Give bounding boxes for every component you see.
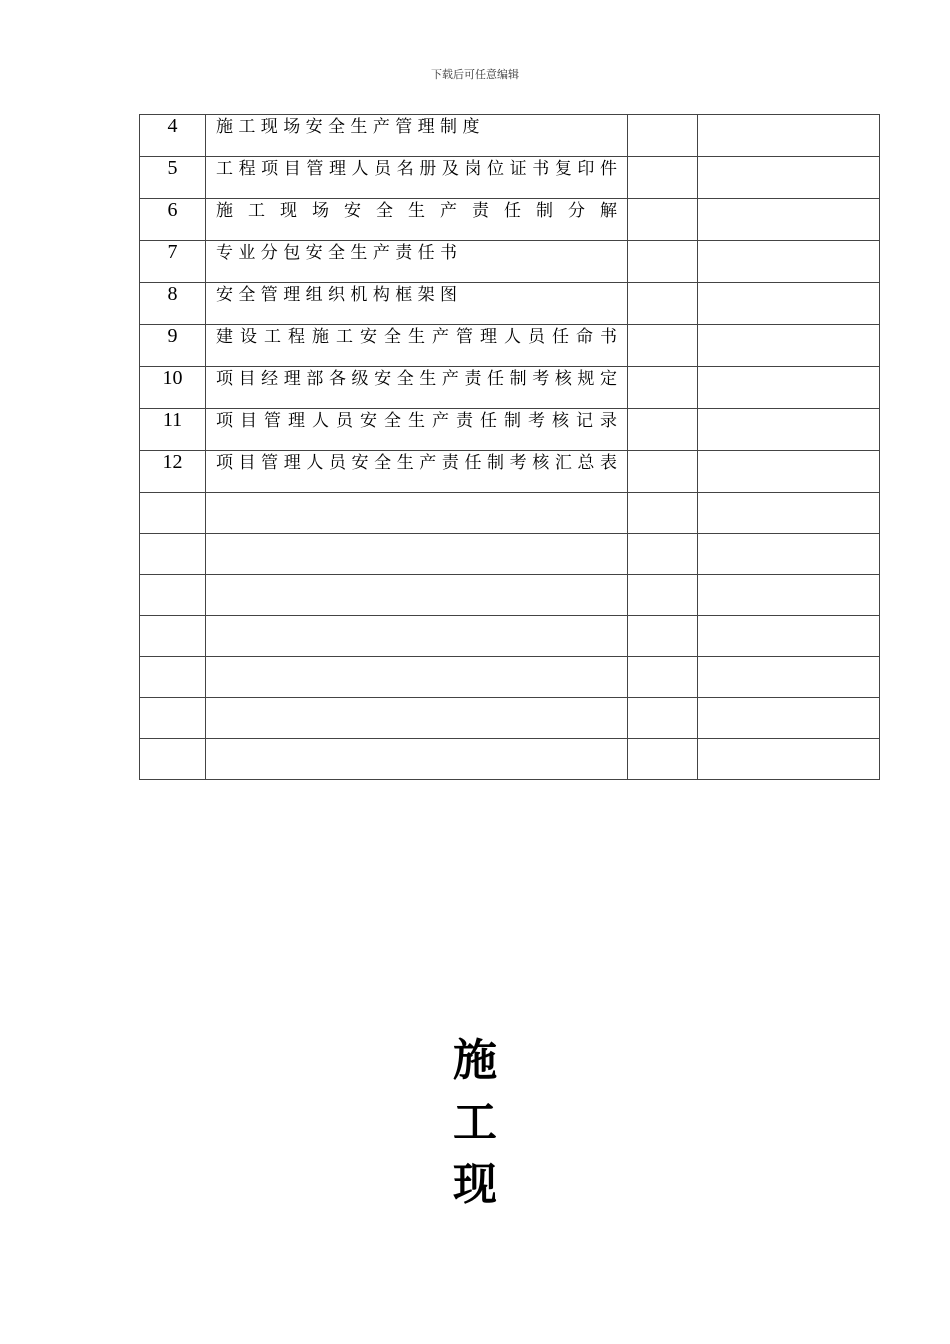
row-item-text: 建 设 工 程 施 工 安 全 生 产 管 理 人 员 任 命 书 [216, 327, 617, 347]
empty-cell [628, 493, 698, 534]
row-cell-b [698, 241, 880, 283]
table-row-empty [140, 739, 880, 780]
row-number: 6 [140, 199, 206, 241]
row-item-cell [206, 367, 628, 409]
row-cell-b [698, 283, 880, 325]
table-row [140, 451, 880, 493]
row-cell-b [698, 409, 880, 451]
empty-cell [206, 739, 628, 780]
table-row-empty [140, 534, 880, 575]
row-cell-a [628, 325, 698, 367]
empty-cell [140, 493, 206, 534]
table-body [140, 115, 880, 780]
empty-cell [206, 657, 628, 698]
empty-cell [206, 493, 628, 534]
empty-cell [140, 739, 206, 780]
row-number: 9 [140, 325, 206, 367]
header-note: 下载后可任意编辑 [431, 68, 519, 81]
empty-cell [698, 575, 880, 616]
row-cell-a [628, 115, 698, 157]
empty-cell [698, 534, 880, 575]
row-cell-a [628, 199, 698, 241]
row-number: 8 [140, 283, 206, 325]
title-char: 施 [453, 1035, 497, 1086]
row-cell-a [628, 157, 698, 199]
empty-cell [628, 534, 698, 575]
title-char: 现 [453, 1159, 497, 1210]
row-item-text: 工 程 项 目 管 理 人 员 名 册 及 岗 位 证 书 复 印 件 [216, 159, 617, 179]
vertical-title [440, 1030, 510, 1216]
row-cell-a [628, 451, 698, 493]
row-number: 12 [140, 451, 206, 493]
table-row [140, 283, 880, 325]
empty-cell [140, 657, 206, 698]
title-char: 工 [453, 1097, 497, 1148]
empty-cell [140, 575, 206, 616]
empty-cell [628, 616, 698, 657]
row-item-text: 项 目 管 理 人 员 安 全 生 产 责 任 制 考 核 汇 总 表 [216, 453, 617, 473]
row-item-cell [206, 325, 628, 367]
row-number: 5 [140, 157, 206, 199]
row-item-text: 施 工 现 场 安 全 生 产 管 理 制 度 [216, 117, 480, 137]
row-item-cell [206, 409, 628, 451]
empty-cell [698, 657, 880, 698]
empty-cell [140, 534, 206, 575]
row-cell-b [698, 325, 880, 367]
table-row [140, 199, 880, 241]
row-item-cell [206, 199, 628, 241]
row-cell-b [698, 367, 880, 409]
table-row [140, 367, 880, 409]
table-row-empty [140, 698, 880, 739]
row-cell-b [698, 451, 880, 493]
table-row [140, 157, 880, 199]
table-row [140, 115, 880, 157]
empty-cell [206, 575, 628, 616]
table-row-empty [140, 657, 880, 698]
row-item-text: 项 目 管 理 人 员 安 全 生 产 责 任 制 考 核 记 录 [216, 411, 617, 431]
row-cell-a [628, 241, 698, 283]
row-number: 7 [140, 241, 206, 283]
row-cell-b [698, 115, 880, 157]
table-row [140, 409, 880, 451]
row-item-cell [206, 451, 628, 493]
row-cell-b [698, 199, 880, 241]
empty-cell [628, 575, 698, 616]
table-row-empty [140, 493, 880, 534]
row-item-cell [206, 115, 628, 157]
empty-cell [140, 616, 206, 657]
empty-cell [140, 698, 206, 739]
row-cell-a [628, 283, 698, 325]
row-item-cell [206, 157, 628, 199]
table-row-empty [140, 616, 880, 657]
empty-cell [206, 534, 628, 575]
empty-cell [628, 657, 698, 698]
row-item-text: 专 业 分 包 安 全 生 产 责 任 书 [216, 243, 458, 263]
document-index-table [139, 114, 880, 780]
empty-cell [206, 698, 628, 739]
empty-cell [206, 616, 628, 657]
empty-cell [698, 493, 880, 534]
row-number: 4 [140, 115, 206, 157]
row-cell-a [628, 409, 698, 451]
row-item-cell [206, 241, 628, 283]
row-item-text: 安 全 管 理 组 织 机 构 框 架 图 [216, 285, 458, 305]
empty-cell [628, 698, 698, 739]
row-cell-a [628, 367, 698, 409]
empty-cell [698, 739, 880, 780]
row-cell-b [698, 157, 880, 199]
table-row-empty [140, 575, 880, 616]
row-number: 10 [140, 367, 206, 409]
empty-cell [698, 698, 880, 739]
row-item-cell [206, 283, 628, 325]
table-row [140, 325, 880, 367]
empty-cell [628, 739, 698, 780]
table-row [140, 241, 880, 283]
row-number: 11 [140, 409, 206, 451]
row-item-text: 施 工 现 场 安 全 生 产 责 任 制 分 解 [216, 201, 617, 221]
row-item-text: 项 目 经 理 部 各 级 安 全 生 产 责 任 制 考 核 规 定 [216, 369, 617, 389]
empty-cell [698, 616, 880, 657]
